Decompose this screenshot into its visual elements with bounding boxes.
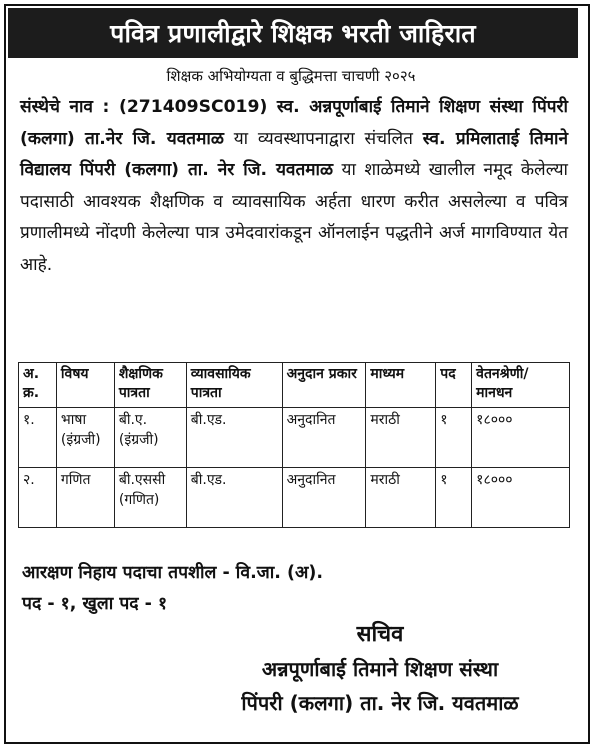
notice-paragraph bbox=[20, 92, 568, 281]
cell-professional: बी.एड. bbox=[186, 408, 282, 468]
school-name: स्व. प्रमिलाताई तिमाने विद्यालय पिंपरी (कलगा) ता. नेर जि. यवतमाळ bbox=[20, 128, 569, 180]
subtitle: शिक्षक अभियोग्यता व बुद्धिमत्ता चाचणी २०२५ bbox=[166, 67, 416, 85]
cell-education: बी.ए. (इंग्रजी) bbox=[114, 408, 186, 468]
header-posts: पद bbox=[436, 363, 472, 408]
header-pay-scale: वेतनश्रेणी/ मानधन bbox=[472, 363, 570, 408]
cell-medium: मराठी bbox=[366, 468, 436, 528]
signatory-role: सचिव bbox=[356, 622, 404, 647]
header-medium: माध्यम bbox=[366, 363, 436, 408]
page-title bbox=[8, 8, 578, 58]
cell-serial: १. bbox=[19, 408, 57, 468]
cell-posts: १ bbox=[436, 408, 472, 468]
cell-pay-scale: १८००० bbox=[472, 468, 570, 528]
title-text: पवित्र प्रणालीद्वारे शिक्षक भरती जाहिरात bbox=[110, 19, 476, 48]
cell-serial: २. bbox=[19, 468, 57, 528]
header-grant-type: अनुदान प्रकार bbox=[282, 363, 366, 408]
cell-grant-type: अनुदानित bbox=[282, 468, 366, 528]
header-education: शैक्षणिक पात्रता bbox=[114, 363, 186, 408]
table-header-row bbox=[19, 363, 570, 408]
reservation-details bbox=[22, 558, 572, 620]
cell-subject: भाषा (इंग्रजी) bbox=[56, 408, 114, 468]
header-subject: विषय bbox=[56, 363, 114, 408]
cell-education: बी.एससी (गणित) bbox=[114, 468, 186, 528]
reservation-line-1: आरक्षण निहाय पदाचा तपशील - वि.जा. (अ). bbox=[22, 563, 323, 583]
cell-posts: १ bbox=[436, 468, 472, 528]
notice-text-2: या शाळेमध्ये खालील नमूद केलेल्या पदासाठी आवश्यक शैक्षणिक व व्यावसायिक अर्हता धारण करीत असलेल्या व पवित्र प्रणालीमध्ये नोंदणी केलेल्या पात्र उमेदवारांकडून ऑनलाईन पद्धतीने अर्ज मागविण्यात येत आहे. bbox=[20, 160, 568, 275]
posts-table bbox=[18, 362, 570, 528]
signatory-org: अन्नपूर्णाबाई तिमाने शिक्षण संस्था bbox=[261, 657, 499, 681]
signatory-place: पिंपरी (कलगा) ता. नेर जि. यवतमाळ bbox=[241, 691, 519, 715]
table-row bbox=[19, 408, 570, 468]
header-serial: अ. क्र. bbox=[19, 363, 57, 408]
header-professional: व्यावसायिक पात्रता bbox=[186, 363, 282, 408]
notice-text-1: या व्यवस्थापनाद्वारा संचलित bbox=[223, 128, 423, 149]
cell-medium: मराठी bbox=[366, 408, 436, 468]
signatory-block bbox=[180, 618, 580, 720]
institution-name: संस्थेचे नाव : (271409SC019) स्व. अन्नपूर्णाबाई तिमाने शिक्षण संस्था पिंपरी (कलगा) ता.नेर जि. यवतमाळ bbox=[20, 97, 568, 149]
cell-subject: गणित bbox=[56, 468, 114, 528]
reservation-line-2: पद - १, खुला पद - १ bbox=[22, 594, 168, 614]
cell-professional: बी.एड. bbox=[186, 468, 282, 528]
table-row bbox=[19, 468, 570, 528]
cell-grant-type: अनुदानित bbox=[282, 408, 366, 468]
cell-pay-scale: १८००० bbox=[472, 408, 570, 468]
